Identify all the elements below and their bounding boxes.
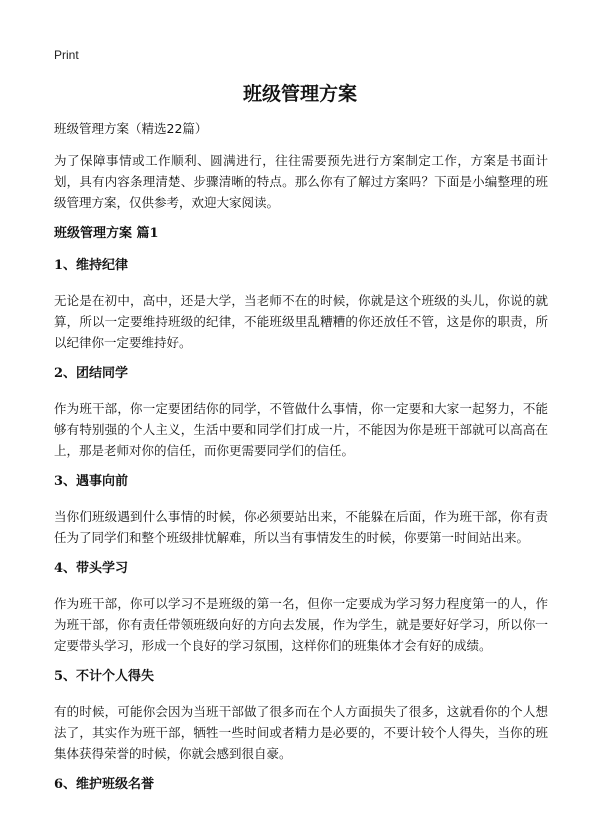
item-text-2: 作为班干部，你一定要团结你的同学，不管做什么事情，你一定要和大家一起努力，不能够有特别强的个人主义，生活中要和同学们打成一片，不能因为你是班干部就可以高高在上，那是老师对你的信任，而你更需要同学们的信任。 xyxy=(54,401,548,458)
item-heading-6: 6、维护班级名誉 xyxy=(54,777,155,792)
intro-paragraph: 为了保障事情或工作顺利、圆满进行，往往需要预先进行方案制定工作，方案是书面计划，具有内容条理清楚、步骤清晰的特点。那么你有了解过方案吗？下面是小编整理的班级管理方案，仅供参考，欢迎大家阅读。 xyxy=(54,153,548,210)
item-heading-4: 4、带头学习 xyxy=(54,561,129,576)
document-subtitle: 班级管理方案（精选22篇） xyxy=(54,121,208,136)
item-text-3: 当你们班级遇到什么事情的时候，你必须要站出来，不能躲在后面，作为班干部，你有责任为了同学们和整个班级排忧解难，所以当有事情发生的时候，你要第一时间站出来。 xyxy=(54,509,548,545)
print-link[interactable]: Print xyxy=(54,48,79,62)
document-title: 班级管理方案 xyxy=(242,83,357,105)
section-heading: 班级管理方案 篇1 xyxy=(54,226,159,241)
document-content xyxy=(54,121,548,809)
item-heading-1: 1、维持纪律 xyxy=(54,258,129,273)
item-text-5: 有的时候，可能你会因为当班干部做了很多而在个人方面损失了很多，这就看你的个人想法了，其实作为班干部，牺牲一些时间或者精力是必要的，不要计较个人得失，当你的班集体获得荣誉的时候，你就会感到很自豪。 xyxy=(54,704,548,761)
item-text-1: 无论是在初中，高中，还是大学，当老师不在的时候，你就是这个班级的头儿，你说的就算，所以一定要维持班级的纪律，不能班级里乱糟糟的你还放任不管，这是你的职责，所以纪律你一定要维持好。 xyxy=(54,293,548,350)
item-heading-3: 3、遇事向前 xyxy=(54,474,129,489)
item-heading-5: 5、不计个人得失 xyxy=(54,669,155,684)
item-heading-2: 2、团结同学 xyxy=(54,366,129,381)
item-text-4: 作为班干部，你可以学习不是班级的第一名，但你一定要成为学习努力程度第一的人，作为班干部，你有责任带领班级向好的方向去发展，作为学生，就是要好好学习，所以你一定要带头学习，形成一个良好的学习氛围，这样你们的班集体才会有好的成绩。 xyxy=(54,596,548,653)
